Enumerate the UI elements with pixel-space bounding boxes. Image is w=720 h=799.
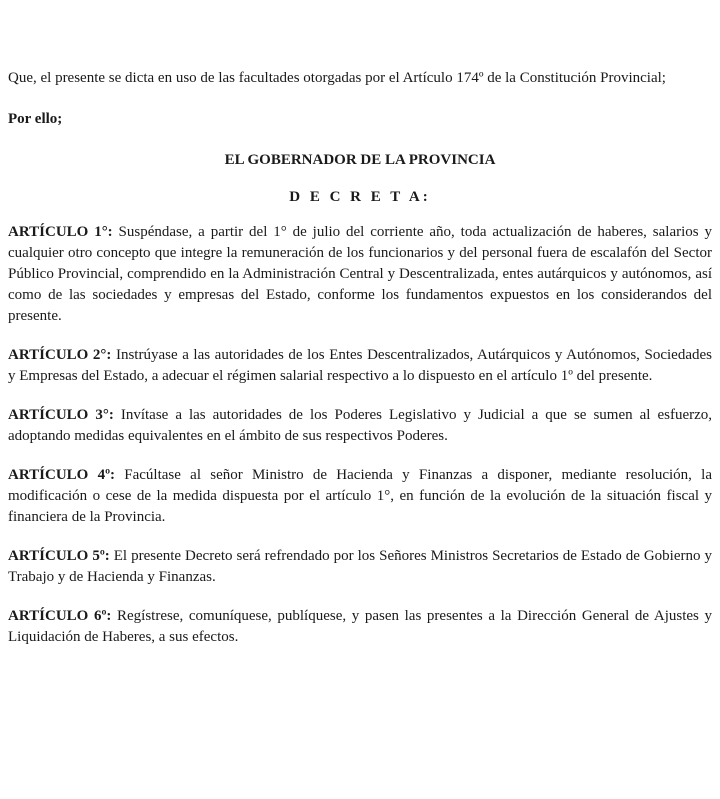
decreta-heading: D E C R E T A: — [289, 189, 431, 205]
article-2-label: ARTÍCULO 2°: — [8, 347, 112, 363]
article-3 — [8, 405, 712, 447]
article-6-text: Regístrese, comuníquese, publíquese, y pasen las presentes a la Dirección General de Ajustes y Liquidación de Haberes, a sus efectos. — [8, 608, 712, 645]
article-1-label: ARTÍCULO 1°: — [8, 224, 113, 240]
gobernador-heading: EL GOBERNADOR DE LA PROVINCIA — [224, 152, 496, 168]
article-6-label: ARTÍCULO 6º: — [8, 608, 112, 624]
article-5-text: El presente Decreto será refrendado por los Señores Ministros Secretarios de Estado de Gobierno y Trabajo y de Hacienda y Finanzas. — [8, 548, 712, 585]
article-1 — [8, 222, 712, 327]
article-1-text: Suspéndase, a partir del 1° de julio del corriente año, toda actualización de haberes, salarios y cualquier otro concepto que integre la remuneración de los funcionarios y del personal fuera de escalafón del Sector Público Provincial, comprendido en la Administración Central y Descentralizada, entes autárquicos y autónomos, así como de las sociedades y empresas del Estado, conforme los fundamentos expuestos en los considerandos del presente. — [8, 224, 712, 324]
article-2 — [8, 345, 712, 387]
por-ello-text: Por ello; — [8, 111, 63, 127]
article-2-text: Instrúyase a las autoridades de los Entes Descentralizados, Autárquicos y Autónomos, Sociedades y Empresas del Estado, a adecuar el régimen salarial respectivo a lo dispuesto en el artículo 1º del presente. — [8, 347, 712, 384]
article-6 — [8, 606, 712, 648]
article-5-label: ARTÍCULO 5º: — [8, 548, 110, 564]
article-4 — [8, 465, 712, 528]
decree-document — [8, 68, 712, 666]
article-3-text: Invítase a las autoridades de los Poderes Legislativo y Judicial a que se sumen al esfuerzo, adoptando medidas equivalentes en el ámbito de sus respectivos Poderes. — [8, 407, 713, 444]
article-4-label: ARTÍCULO 4º: — [8, 467, 116, 483]
article-4-text: Facúltase al señor Ministro de Hacienda y Finanzas a disponer, mediante resolución, la modificación o cese de la medida dispuesta por el artículo 1°, en función de la evolución de la situación fiscal y financiera de la Provincia. — [8, 467, 712, 525]
article-5 — [8, 546, 712, 588]
intro-paragraph: Que, el presente se dicta en uso de las facultades otorgadas por el Artículo 174º de la Constitución Provincial; — [8, 70, 666, 86]
article-3-label: ARTÍCULO 3°: — [8, 407, 114, 423]
